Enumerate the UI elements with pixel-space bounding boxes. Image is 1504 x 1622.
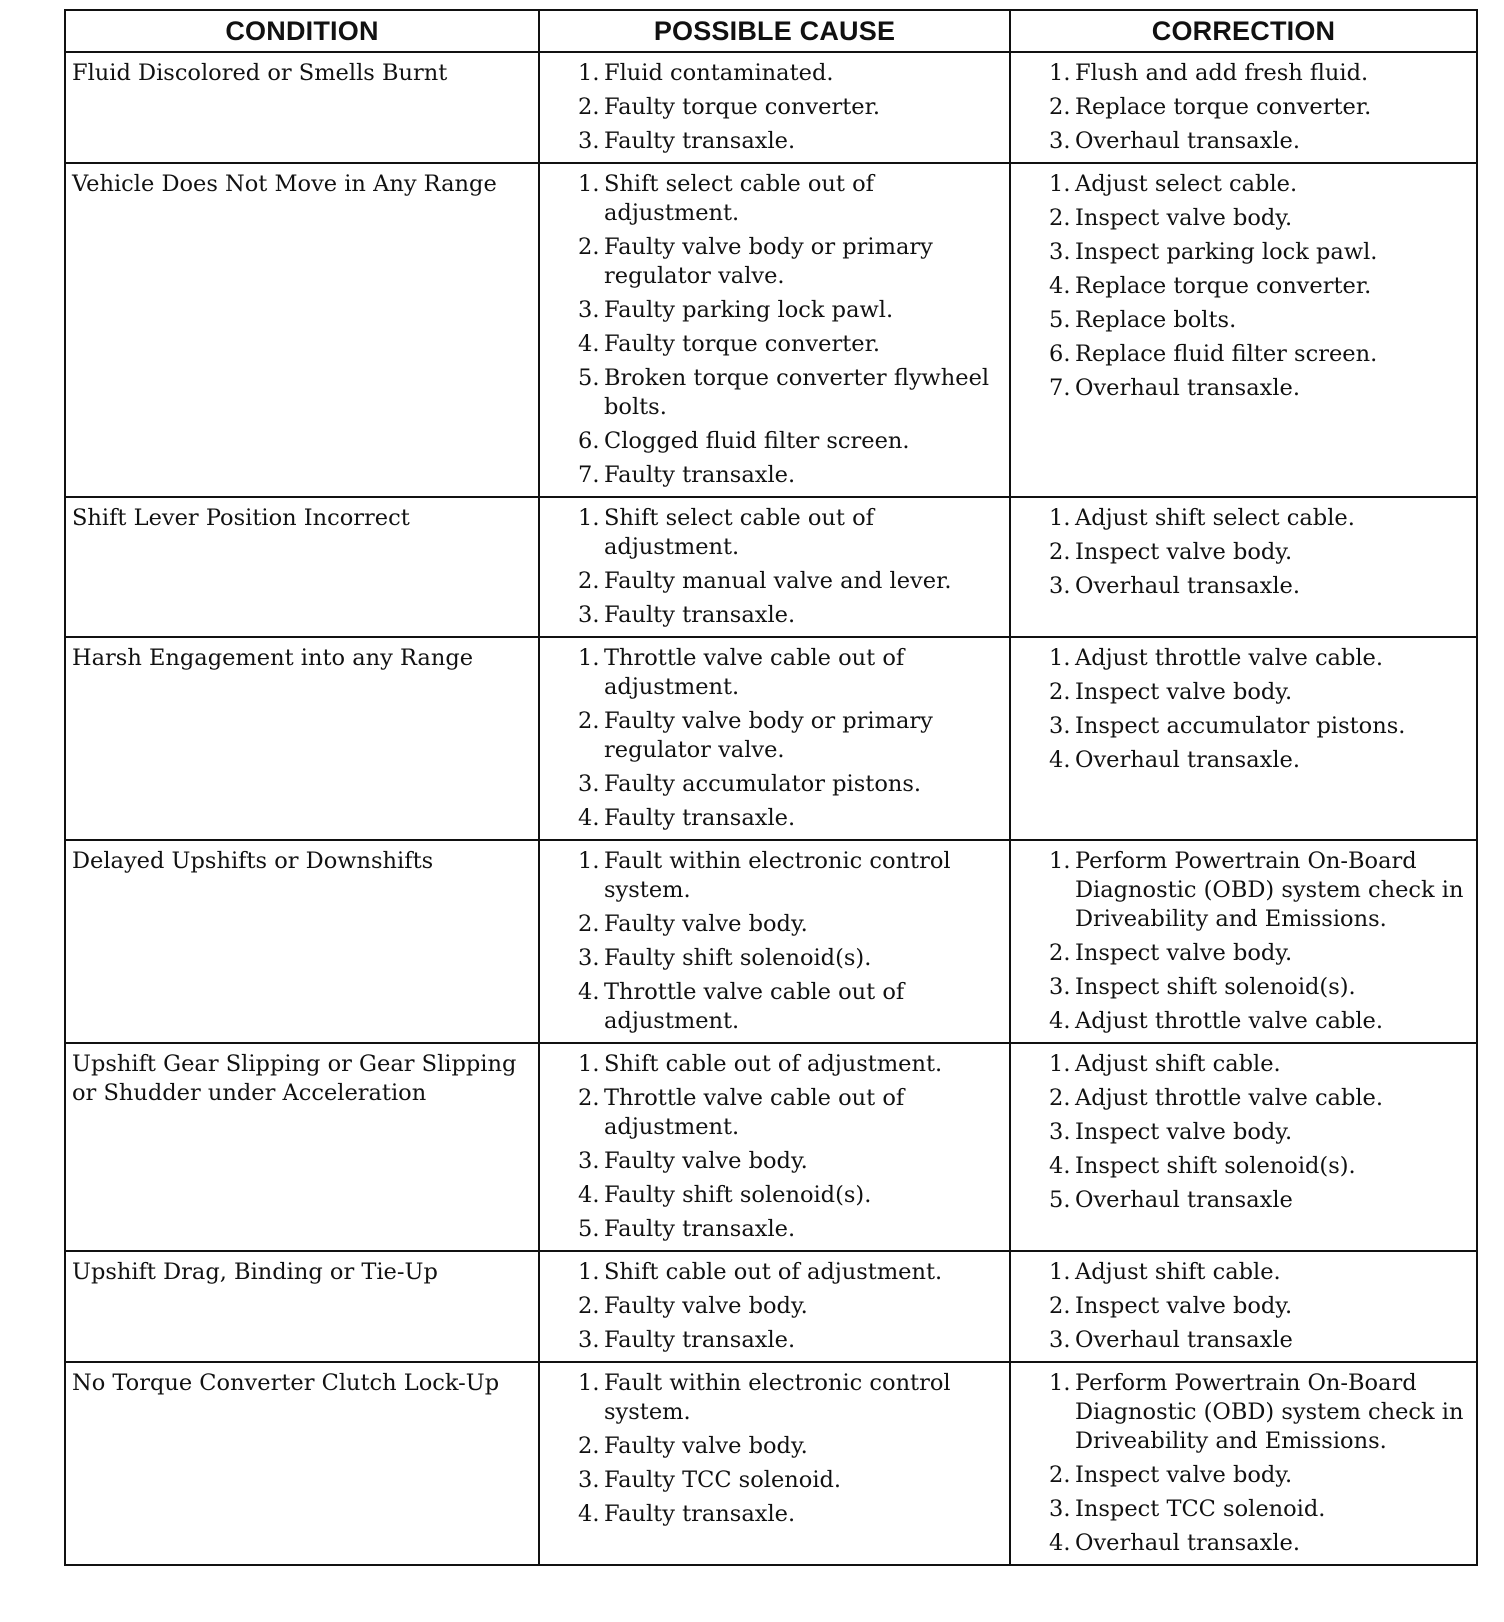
- correction-item-text: Inspect valve body.: [1075, 679, 1293, 705]
- cause-item-text: Faulty valve body or primary regulator valve.: [604, 708, 933, 763]
- cause-item-text: Faulty TCC solenoid.: [604, 1467, 842, 1493]
- correction-item-text: Flush and add fresh fluid.: [1075, 60, 1369, 86]
- cause-item: [546, 1500, 1001, 1529]
- correction-item-text: Adjust shift cable.: [1075, 1051, 1281, 1077]
- correction-item: [1017, 1050, 1468, 1079]
- cause-item-number: 3.: [578, 602, 600, 628]
- cause-item: [546, 1258, 1001, 1287]
- table-row: [65, 163, 1477, 497]
- correction-item: [1017, 1292, 1468, 1321]
- correction-item: [1017, 374, 1468, 403]
- cause-item: [546, 170, 1001, 228]
- correction-item: [1017, 1152, 1468, 1181]
- cause-item: [546, 910, 1001, 939]
- header-correction: CORRECTION: [1010, 10, 1477, 52]
- cause-item: [546, 1466, 1001, 1495]
- cause-item-number: 3.: [578, 1327, 600, 1353]
- correction-item: [1017, 238, 1468, 267]
- correction-item: [1017, 504, 1468, 533]
- cause-item-number: 1.: [578, 1051, 600, 1077]
- correction-cell: [1010, 1251, 1477, 1362]
- correction-item-text: Adjust shift cable.: [1075, 1259, 1281, 1285]
- correction-item-text: Inspect valve body.: [1075, 205, 1293, 231]
- cause-list: [546, 1369, 1001, 1529]
- correction-item-text: Replace bolts.: [1075, 307, 1237, 333]
- correction-item: [1017, 204, 1468, 233]
- correction-item-number: 3.: [1049, 573, 1071, 599]
- correction-item-number: 2.: [1049, 1085, 1071, 1111]
- header-condition: CONDITION: [65, 10, 539, 52]
- cause-item: [546, 1181, 1001, 1210]
- correction-item: [1017, 127, 1468, 156]
- cause-list: [546, 59, 1001, 156]
- correction-item: [1017, 1084, 1468, 1113]
- condition-cell: Upshift Gear Slipping or Gear Slipping or Shudder under Acceleration: [65, 1043, 539, 1251]
- cause-item-text: Faulty valve body.: [604, 1293, 808, 1319]
- cause-item-text: Faulty transaxle.: [604, 1327, 796, 1353]
- correction-item-text: Inspect parking lock pawl.: [1075, 239, 1378, 265]
- correction-cell: [1010, 1043, 1477, 1251]
- cause-item-number: 7.: [578, 462, 600, 488]
- cause-item: [546, 1147, 1001, 1176]
- correction-item-text: Adjust throttle valve cable.: [1075, 1085, 1384, 1111]
- cause-item-number: 1.: [578, 1259, 600, 1285]
- cause-item: [546, 1215, 1001, 1244]
- correction-item-number: 1.: [1049, 60, 1071, 86]
- table-body: [65, 52, 1477, 1565]
- correction-item-number: 6.: [1049, 341, 1071, 367]
- cause-item-text: Faulty transaxle.: [604, 1216, 796, 1242]
- correction-item-number: 3.: [1049, 1496, 1071, 1522]
- correction-item-text: Adjust shift select cable.: [1075, 505, 1355, 531]
- cause-item: [546, 330, 1001, 359]
- cause-item-number: 3.: [578, 771, 600, 797]
- condition-cell: No Torque Converter Clutch Lock-Up: [65, 1362, 539, 1565]
- cause-item-number: 6.: [578, 428, 600, 454]
- cause-list: [546, 170, 1001, 490]
- correction-item-number: 4.: [1049, 273, 1071, 299]
- correction-item-number: 4.: [1049, 1530, 1071, 1556]
- cause-item-text: Faulty transaxle.: [604, 1501, 796, 1527]
- correction-item-number: 2.: [1049, 205, 1071, 231]
- correction-item-text: Inspect accumulator pistons.: [1075, 713, 1406, 739]
- correction-item: [1017, 1369, 1468, 1456]
- cause-item-text: Faulty valve body.: [604, 1148, 808, 1174]
- cause-item-number: 2.: [578, 568, 600, 594]
- correction-item-text: Overhaul transaxle.: [1075, 1530, 1300, 1556]
- correction-item-number: 4.: [1049, 1153, 1071, 1179]
- cause-item-number: 2.: [578, 1433, 600, 1459]
- correction-item-number: 7.: [1049, 375, 1071, 401]
- correction-item-number: 2.: [1049, 539, 1071, 565]
- correction-item: [1017, 1186, 1468, 1215]
- correction-item-number: 1.: [1049, 1051, 1071, 1077]
- correction-item-number: 4.: [1049, 1008, 1071, 1034]
- correction-item-text: Inspect shift solenoid(s).: [1075, 974, 1356, 1000]
- cause-item-number: 3.: [578, 1148, 600, 1174]
- cause-item-number: 2.: [578, 708, 600, 734]
- cause-item: [546, 1432, 1001, 1461]
- cause-cell: [539, 1043, 1010, 1251]
- cause-item-text: Faulty transaxle.: [604, 805, 796, 831]
- cause-item-number: 2.: [578, 1293, 600, 1319]
- cause-item-text: Faulty accumulator pistons.: [604, 771, 922, 797]
- cause-item-number: 3.: [578, 128, 600, 154]
- correction-item-number: 1.: [1049, 505, 1071, 531]
- cause-item: [546, 567, 1001, 596]
- cause-item-text: Clogged fluid filter screen.: [604, 428, 910, 454]
- correction-list: [1017, 170, 1468, 403]
- cause-item-number: 4.: [578, 805, 600, 831]
- correction-item-number: 1.: [1049, 1370, 1071, 1396]
- cause-item-number: 1.: [578, 1370, 600, 1396]
- correction-list: [1017, 59, 1468, 156]
- cause-item-number: 4.: [578, 1182, 600, 1208]
- cause-item-text: Faulty torque converter.: [604, 331, 881, 357]
- cause-item-text: Throttle valve cable out of adjustment.: [604, 1085, 905, 1140]
- cause-item: [546, 127, 1001, 156]
- cause-item-text: Shift cable out of adjustment.: [604, 1259, 943, 1285]
- table-row: [65, 637, 1477, 840]
- correction-item-text: Inspect valve body.: [1075, 1462, 1293, 1488]
- correction-item-number: 1.: [1049, 848, 1071, 874]
- correction-item: [1017, 59, 1468, 88]
- cause-cell: [539, 163, 1010, 497]
- cause-item-text: Shift cable out of adjustment.: [604, 1051, 943, 1077]
- cause-item-text: Faulty shift solenoid(s).: [604, 1182, 872, 1208]
- cause-item-number: 4.: [578, 331, 600, 357]
- cause-item-number: 1.: [578, 848, 600, 874]
- correction-item-number: 2.: [1049, 1293, 1071, 1319]
- correction-item: [1017, 746, 1468, 775]
- cause-item-number: 1.: [578, 60, 600, 86]
- cause-item-number: 2.: [578, 234, 600, 260]
- cause-item-text: Faulty valve body or primary regulator valve.: [604, 234, 933, 289]
- cause-item: [546, 233, 1001, 291]
- condition-cell: Harsh Engagement into any Range: [65, 637, 539, 840]
- correction-item-number: 2.: [1049, 94, 1071, 120]
- correction-item-text: Inspect valve body.: [1075, 1119, 1293, 1145]
- correction-item-text: Inspect shift solenoid(s).: [1075, 1153, 1356, 1179]
- correction-item: [1017, 973, 1468, 1002]
- table-row: [65, 1043, 1477, 1251]
- cause-cell: [539, 497, 1010, 637]
- cause-item: [546, 644, 1001, 702]
- correction-item-text: Replace torque converter.: [1075, 273, 1372, 299]
- correction-item-text: Adjust throttle valve cable.: [1075, 645, 1384, 671]
- correction-item: [1017, 572, 1468, 601]
- cause-cell: [539, 52, 1010, 163]
- cause-list: [546, 504, 1001, 630]
- correction-item: [1017, 340, 1468, 369]
- cause-item-number: 3.: [578, 945, 600, 971]
- correction-item-text: Overhaul transaxle.: [1075, 375, 1300, 401]
- correction-item: [1017, 1118, 1468, 1147]
- correction-list: [1017, 847, 1468, 1036]
- correction-item-number: 2.: [1049, 940, 1071, 966]
- correction-item-number: 3.: [1049, 1119, 1071, 1145]
- cause-item-text: Throttle valve cable out of adjustment.: [604, 979, 905, 1034]
- correction-list: [1017, 504, 1468, 601]
- correction-item-number: 4.: [1049, 747, 1071, 773]
- correction-cell: [1010, 840, 1477, 1043]
- correction-list: [1017, 1369, 1468, 1558]
- cause-cell: [539, 1251, 1010, 1362]
- cause-item-number: 2.: [578, 1085, 600, 1111]
- correction-list: [1017, 644, 1468, 775]
- diagnosis-table: [64, 9, 1478, 1566]
- correction-item: [1017, 306, 1468, 335]
- correction-item: [1017, 1326, 1468, 1355]
- cause-item-text: Throttle valve cable out of adjustment.: [604, 645, 905, 700]
- correction-item: [1017, 1007, 1468, 1036]
- correction-item: [1017, 847, 1468, 934]
- cause-item: [546, 364, 1001, 422]
- correction-item-text: Replace fluid filter screen.: [1075, 341, 1378, 367]
- cause-cell: [539, 840, 1010, 1043]
- cause-item-number: 5.: [578, 365, 600, 391]
- cause-list: [546, 847, 1001, 1036]
- cause-list: [546, 1050, 1001, 1244]
- correction-item-number: 5.: [1049, 1187, 1071, 1213]
- diagnosis-sheet: [64, 9, 1476, 1566]
- correction-item-text: Inspect valve body.: [1075, 1293, 1293, 1319]
- cause-item-number: 4.: [578, 979, 600, 1005]
- cause-item-number: 1.: [578, 645, 600, 671]
- cause-item: [546, 944, 1001, 973]
- correction-item: [1017, 1461, 1468, 1490]
- correction-item-number: 3.: [1049, 128, 1071, 154]
- cause-item-text: Faulty transaxle.: [604, 602, 796, 628]
- table-row: [65, 52, 1477, 163]
- correction-cell: [1010, 52, 1477, 163]
- correction-cell: [1010, 497, 1477, 637]
- correction-item-text: Overhaul transaxle: [1075, 1327, 1293, 1353]
- correction-item-number: 3.: [1049, 1327, 1071, 1353]
- correction-list: [1017, 1258, 1468, 1355]
- cause-item: [546, 461, 1001, 490]
- cause-item-text: Faulty transaxle.: [604, 128, 796, 154]
- correction-item-text: Overhaul transaxle: [1075, 1187, 1293, 1213]
- cause-item: [546, 1369, 1001, 1427]
- cause-item: [546, 978, 1001, 1036]
- cause-item: [546, 770, 1001, 799]
- cause-item-number: 3.: [578, 1467, 600, 1493]
- table-row: [65, 1362, 1477, 1565]
- correction-cell: [1010, 637, 1477, 840]
- cause-item: [546, 1292, 1001, 1321]
- correction-item: [1017, 272, 1468, 301]
- cause-item-text: Faulty transaxle.: [604, 462, 796, 488]
- cause-item: [546, 427, 1001, 456]
- correction-item-number: 1.: [1049, 645, 1071, 671]
- cause-item: [546, 804, 1001, 833]
- correction-item: [1017, 712, 1468, 741]
- cause-item: [546, 1326, 1001, 1355]
- cause-item: [546, 504, 1001, 562]
- cause-item-text: Fluid contaminated.: [604, 60, 834, 86]
- correction-item: [1017, 939, 1468, 968]
- correction-item-text: Inspect valve body.: [1075, 940, 1293, 966]
- cause-item: [546, 296, 1001, 325]
- correction-item: [1017, 538, 1468, 567]
- cause-list: [546, 1258, 1001, 1355]
- cause-item-text: Faulty valve body.: [604, 1433, 808, 1459]
- correction-item: [1017, 678, 1468, 707]
- header-row: [65, 10, 1477, 52]
- cause-item: [546, 847, 1001, 905]
- cause-item-text: Faulty shift solenoid(s).: [604, 945, 872, 971]
- cause-item: [546, 601, 1001, 630]
- condition-cell: Fluid Discolored or Smells Burnt: [65, 52, 539, 163]
- correction-item-text: Adjust select cable.: [1075, 171, 1298, 197]
- cause-item-text: Faulty manual valve and lever.: [604, 568, 952, 594]
- cause-item-text: Faulty parking lock pawl.: [604, 297, 894, 323]
- cause-item-text: Faulty valve body.: [604, 911, 808, 937]
- cause-item-text: Faulty torque converter.: [604, 94, 881, 120]
- correction-item: [1017, 93, 1468, 122]
- correction-item: [1017, 1258, 1468, 1287]
- correction-item-text: Overhaul transaxle.: [1075, 747, 1300, 773]
- cause-item-text: Fault within electronic control system.: [604, 1370, 951, 1425]
- correction-item-number: 3.: [1049, 713, 1071, 739]
- cause-item-text: Fault within electronic control system.: [604, 848, 951, 903]
- cause-item: [546, 1050, 1001, 1079]
- correction-item-text: Adjust throttle valve cable.: [1075, 1008, 1384, 1034]
- correction-item: [1017, 644, 1468, 673]
- correction-item: [1017, 1529, 1468, 1558]
- cause-item-number: 2.: [578, 911, 600, 937]
- correction-item-number: 1.: [1049, 1259, 1071, 1285]
- cause-item: [546, 59, 1001, 88]
- correction-item-number: 5.: [1049, 307, 1071, 333]
- correction-item-text: Overhaul transaxle.: [1075, 128, 1300, 154]
- cause-item-number: 2.: [578, 94, 600, 120]
- cause-item-number: 3.: [578, 297, 600, 323]
- cause-item-number: 5.: [578, 1216, 600, 1242]
- correction-item-text: Perform Powertrain On-Board Diagnostic (OBD) system check in Driveability and Emissions.: [1075, 1370, 1464, 1454]
- correction-item-text: Inspect valve body.: [1075, 539, 1293, 565]
- cause-cell: [539, 1362, 1010, 1565]
- correction-list: [1017, 1050, 1468, 1215]
- correction-item-text: Inspect TCC solenoid.: [1075, 1496, 1326, 1522]
- condition-cell: Delayed Upshifts or Downshifts: [65, 840, 539, 1043]
- correction-item-text: Perform Powertrain On-Board Diagnostic (OBD) system check in Driveability and Emissions.: [1075, 848, 1464, 932]
- table-row: [65, 840, 1477, 1043]
- cause-list: [546, 644, 1001, 833]
- cause-item: [546, 707, 1001, 765]
- correction-item-text: Replace torque converter.: [1075, 94, 1372, 120]
- cause-item-number: 1.: [578, 505, 600, 531]
- table-row: [65, 497, 1477, 637]
- correction-item-number: 2.: [1049, 1462, 1071, 1488]
- correction-item: [1017, 1495, 1468, 1524]
- cause-item: [546, 1084, 1001, 1142]
- correction-cell: [1010, 163, 1477, 497]
- cause-item-text: Shift select cable out of adjustment.: [604, 171, 874, 226]
- condition-cell: Shift Lever Position Incorrect: [65, 497, 539, 637]
- header-possible-cause: POSSIBLE CAUSE: [539, 10, 1010, 52]
- correction-item-number: 3.: [1049, 239, 1071, 265]
- table-row: [65, 1251, 1477, 1362]
- cause-item-number: 1.: [578, 171, 600, 197]
- correction-item-number: 1.: [1049, 171, 1071, 197]
- correction-item: [1017, 170, 1468, 199]
- cause-item-text: Shift select cable out of adjustment.: [604, 505, 874, 560]
- condition-cell: Upshift Drag, Binding or Tie-Up: [65, 1251, 539, 1362]
- cause-item-number: 4.: [578, 1501, 600, 1527]
- cause-item-text: Broken torque converter flywheel bolts.: [604, 365, 990, 420]
- cause-item: [546, 93, 1001, 122]
- correction-item-number: 2.: [1049, 679, 1071, 705]
- cause-cell: [539, 637, 1010, 840]
- correction-item-number: 3.: [1049, 974, 1071, 1000]
- correction-item-text: Overhaul transaxle.: [1075, 573, 1300, 599]
- correction-cell: [1010, 1362, 1477, 1565]
- condition-cell: Vehicle Does Not Move in Any Range: [65, 163, 539, 497]
